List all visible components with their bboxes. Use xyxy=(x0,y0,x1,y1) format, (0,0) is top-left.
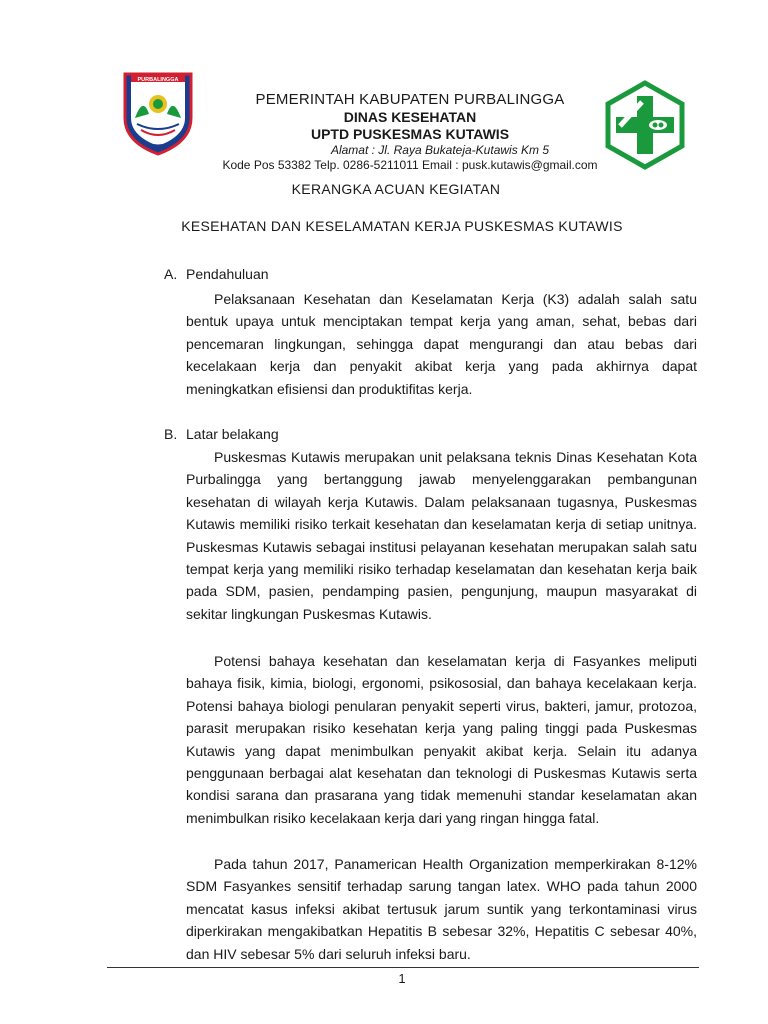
agency-name: DINAS KESEHATAN xyxy=(343,109,477,125)
government-name: PEMERINTAH KABUPATEN PURBALINGGA xyxy=(255,91,565,108)
section-a-heading xyxy=(164,266,269,282)
document-subtitle: KESEHATAN DAN KESELAMATAN KERJA PUSKESMAS KUTAWIS xyxy=(181,218,623,234)
section-marker: A. xyxy=(164,266,178,282)
document-title: KERANGKA ACUAN KEGIATAN xyxy=(291,181,501,197)
section-marker: B. xyxy=(164,426,178,442)
footer-divider xyxy=(107,967,699,968)
emblem-text: PURBALINGGA xyxy=(137,77,179,83)
section-title: Latar belakang xyxy=(186,426,279,442)
section-b-heading xyxy=(164,426,279,442)
section-title: Pendahuluan xyxy=(186,266,269,282)
paragraph: Pada tahun 2017, Panamerican Health Organization memperkirakan 8-12% SDM Fasyankes sensitif terhadap sarung tangan latex. WHO pada tahun 2000 mencatat kasus infeksi akibat tertusuk jarum suntik yang terkontaminasi virus diperkirakan mengakibatkan Hepatitis B sebesar 32%, Hepatitis C sebesar 40%, dan HIV sebesar 5% dari seluruh infeksi baru. xyxy=(186,856,697,962)
puskesmas-logo xyxy=(600,80,690,170)
unit-name: UPTD PUSKESMAS KUTAWIS xyxy=(310,126,510,142)
address-line: Alamat : Jl. Raya Bukateja-Kutawis Km 5 xyxy=(330,143,550,157)
page-number: 1 xyxy=(398,971,406,986)
purbalingga-emblem-logo xyxy=(119,68,197,158)
contact-line: Kode Pos 53382 Telp. 0286-5211011 Email : pusk.kutawis@gmail.com xyxy=(222,158,598,172)
paragraph: Potensi bahaya kesehatan dan keselamatan kerja di Fasyankes meliputi bahaya fisik, kimia, biologi, ergonomi, psikososial, dan bahaya kecelakaan kerja. Potensi bahaya biologi penularan penyakit seperti virus, bakteri, jamur, protozoa, parasit merupakan risiko kesehatan kerja yang paling tinggi pada Puskesmas Kutawis yang dapat menimbulkan penyakit akibat kerja. Selain itu adanya penggunaan berbagai alat kesehatan dan teknologi di Puskesmas Kutawis serta kondisi sarana dan prasarana yang tidak memenuhi standar keselamatan akan menimbulkan risiko kecelakaan kerja dari yang ringan hingga fatal. xyxy=(186,653,697,826)
letterhead xyxy=(200,91,620,173)
paragraph: Puskesmas Kutawis merupakan unit pelaksana teknis Dinas Kesehatan Kota Purbalingga yang bertanggung jawab menyelenggarakan pembangunan kesehatan di wilayah kerja Kutawis. Dalam pelaksanaan tugasnya, Puskesmas Kutawis memiliki risiko terkait kesehatan dan keselamatan kerja di setiap unitnya. Puskesmas Kutawis sebagai institusi pelayanan kesehatan merupakan salah satu tempat kerja yang memiliki risiko terhadap keselamatan dan kesehatan kerja baik pada SDM, pasien, pendamping pasien, pengunjung, maupun masyarakat di sekitar lingkungan Puskesmas Kutawis. xyxy=(186,449,697,622)
paragraph: Pelaksanaan Kesehatan dan Keselamatan Kerja (K3) adalah salah satu bentuk upaya untuk menciptakan tempat kerja yang aman, sehat, bebas dari pencemaran lingkungan, sehingga dapat mengurangi dan atau bebas dari kecelakaan kerja dan penyakit akibat kerja yang pada akhirnya dapat meningkatkan efisiensi dan produktifitas kerja. xyxy=(186,291,697,397)
